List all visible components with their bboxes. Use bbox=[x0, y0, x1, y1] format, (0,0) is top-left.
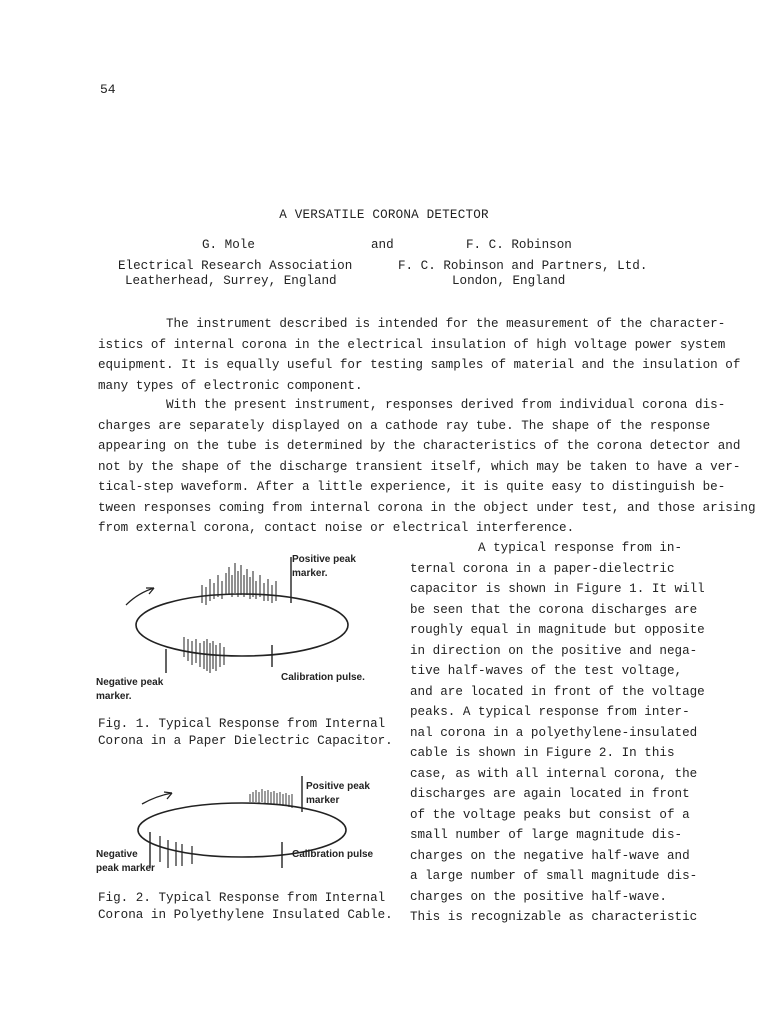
text-line: equipment. It is equally useful for testing samples of material and the insulation of bbox=[98, 358, 741, 372]
figure-1-direction-arrow bbox=[126, 588, 154, 605]
text-line: charges on the negative half-wave and bbox=[410, 848, 690, 863]
text-line: and are located in front of the voltage bbox=[410, 684, 705, 699]
paragraph-1 bbox=[98, 314, 740, 396]
text-line: tive half-waves of the test voltage, bbox=[410, 664, 683, 678]
authors-conjunction: and bbox=[371, 238, 394, 252]
text-line: charges on the positive half-wave. bbox=[410, 889, 667, 904]
text-line: charges are separately displayed on a cathode ray tube. The shape of the response bbox=[98, 418, 711, 433]
text-line: a large number of small magnitude dis- bbox=[410, 869, 698, 883]
text-line: The instrument described is intended for the measurement of the character- bbox=[166, 317, 726, 331]
figure-2-positive-label: Positive peak marker bbox=[306, 781, 370, 806]
figure-1-caption: Fig. 1. Typical Response from Internal Corona in a Paper Dielectric Capacitor. bbox=[98, 717, 393, 748]
text-line: in direction on the positive and nega- bbox=[410, 643, 698, 658]
author-right-affiliation-1: F. C. Robinson and Partners, Ltd. bbox=[398, 259, 648, 273]
text-line: tween responses coming from internal corona in the object under test, and those arising bbox=[98, 500, 756, 515]
page-number: 54 bbox=[100, 82, 116, 97]
text-line: capacitor is shown in Figure 1. It will bbox=[410, 582, 705, 596]
paper-title: A VERSATILE CORONA DETECTOR bbox=[279, 208, 489, 222]
text-line: appearing on the tube is determined by the characteristics of the corona detector and bbox=[98, 439, 741, 453]
text-line: A typical response from in- bbox=[478, 541, 683, 555]
figure-1-positive-discharges bbox=[202, 563, 276, 605]
text-line: peaks. A typical response from inter- bbox=[410, 705, 690, 719]
figure-1-calibration-label: Calibration pulse. bbox=[281, 672, 365, 683]
paragraph-2 bbox=[98, 395, 756, 539]
text-line: be seen that the corona discharges are bbox=[410, 602, 698, 617]
text-line: from external corona, contact noise or electrical interference. bbox=[98, 521, 575, 535]
figure-2-arrow-head bbox=[164, 792, 172, 799]
figure-1-negative-label: Negative peak marker. bbox=[96, 677, 164, 702]
text-line: nal corona in a polyethylene-insulated bbox=[410, 725, 698, 740]
right-column-text bbox=[410, 538, 705, 928]
text-line: discharges are again located in front bbox=[410, 787, 690, 801]
text-line: many types of electronic component. bbox=[98, 378, 363, 393]
author-right-name: F. C. Robinson bbox=[466, 238, 572, 252]
figure-2-negative-discharges bbox=[160, 836, 192, 868]
author-left-affiliation-2: Leatherhead, Surrey, England bbox=[125, 274, 337, 288]
text-line: ternal corona in a paper-dielectric bbox=[410, 561, 675, 576]
figure-2-positive-discharges bbox=[250, 789, 292, 808]
text-line: small number of large magnitude dis- bbox=[410, 828, 683, 842]
figure-2-caption: Fig. 2. Typical Response from Internal Corona in Polyethylene Insulated Cable. bbox=[98, 891, 393, 922]
text-line: roughly equal in magnitude but opposite bbox=[410, 623, 705, 637]
text-line: cable is shown in Figure 2. In this bbox=[410, 746, 675, 760]
author-left-affiliation-1: Electrical Research Association bbox=[118, 259, 353, 273]
text-line: of the voltage peaks but consist of a bbox=[410, 807, 690, 822]
text-line: case, as with all internal corona, the bbox=[410, 766, 698, 781]
text-line: tical-step waveform. After a little experience, it is quite easy to distinguish be- bbox=[98, 480, 726, 494]
figure-2-negative-label: Negative peak marker bbox=[96, 849, 155, 874]
author-left-name: G. Mole bbox=[202, 238, 255, 252]
figure-2-calibration-label: Calibration pulse bbox=[292, 849, 374, 860]
author-right-affiliation-2: London, England bbox=[452, 274, 566, 288]
figure-1-trace-ellipse bbox=[136, 594, 348, 656]
text-line: not by the shape of the discharge transient itself, which may be taken to have a ver- bbox=[98, 459, 741, 474]
text-line: With the present instrument, responses derived from individual corona dis- bbox=[166, 398, 726, 412]
text-line: This is recognizable as characteristic bbox=[410, 910, 698, 924]
figure-1-positive-label: Positive peak marker. bbox=[292, 554, 356, 579]
text-line: istics of internal corona in the electrical insulation of high voltage power system bbox=[98, 337, 726, 352]
